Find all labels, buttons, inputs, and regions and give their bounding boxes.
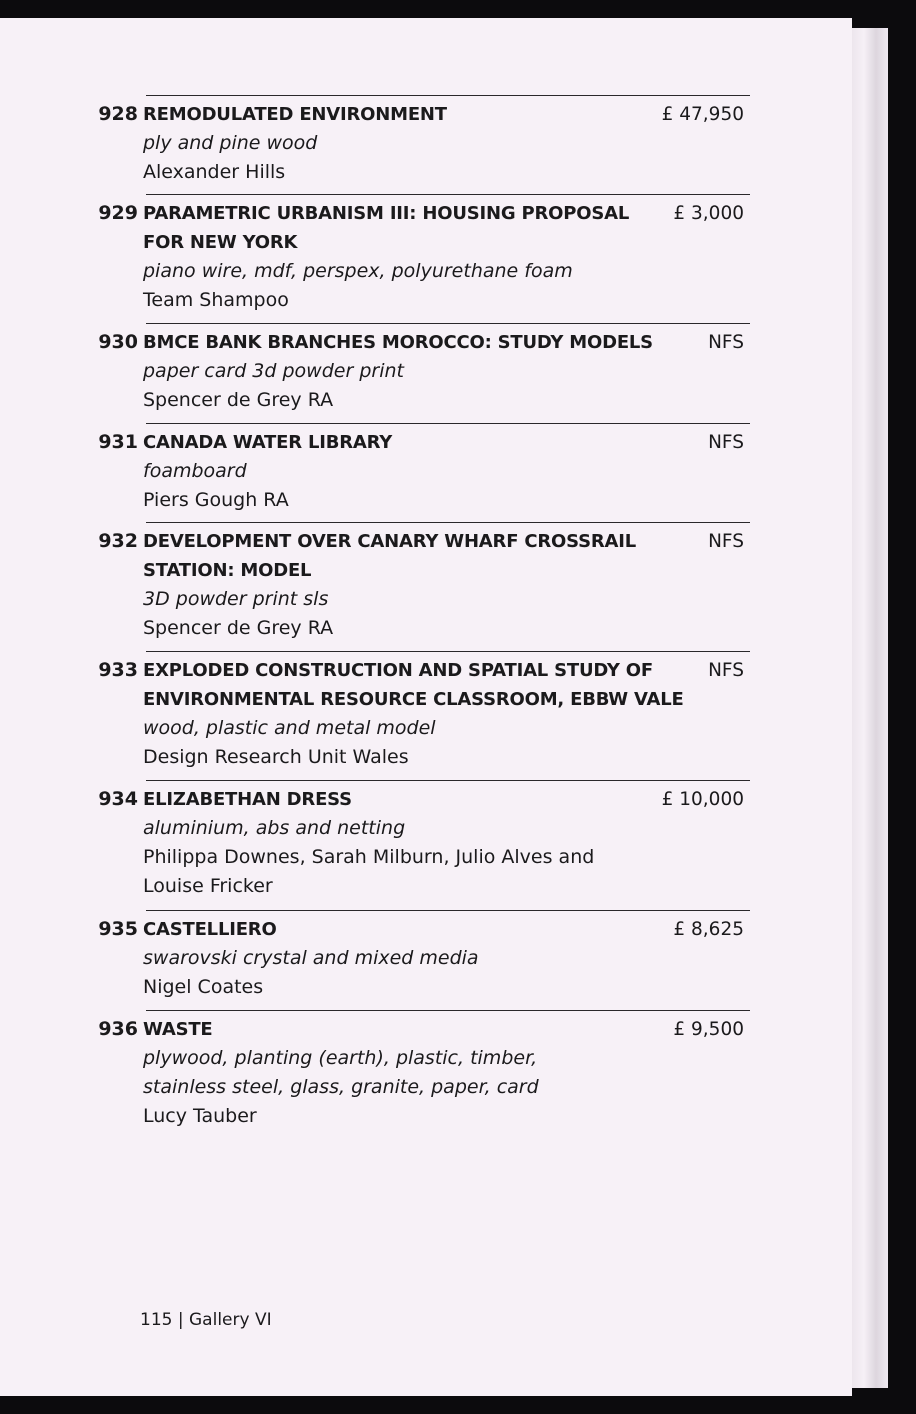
entry-artist-line: Lucy Tauber (143, 1105, 257, 1127)
entry-number: 936 (98, 1018, 138, 1040)
entry-divider (146, 423, 750, 424)
entry-medium-line: foamboard (143, 460, 247, 482)
entry-divider (146, 651, 750, 652)
entry-divider (146, 522, 750, 523)
entry-divider (146, 323, 750, 324)
entry-divider (146, 95, 750, 96)
page-footer (140, 1308, 272, 1332)
entry-price: NFS (708, 660, 744, 681)
entry-title-line: STATION: MODEL (143, 560, 312, 581)
entry-medium-line: wood, plastic and metal model (143, 717, 436, 739)
catalogue-page (0, 18, 852, 1396)
entry-title-line: DEVELOPMENT OVER CANARY WHARF CROSSRAIL (143, 531, 637, 552)
page-number: 115 (140, 1310, 173, 1330)
entry-details (143, 527, 648, 643)
entry-medium-line: ply and pine wood (143, 132, 318, 154)
entry-title-line: PARAMETRIC URBANISM III: HOUSING PROPOSAL (143, 203, 630, 224)
entry-medium-line: aluminium, abs and netting (143, 817, 406, 839)
entry-number: 933 (98, 659, 138, 681)
entry-artist-line: Spencer de Grey RA (143, 617, 334, 639)
entry-medium-line: plywood, planting (earth), plastic, timber, (143, 1047, 538, 1069)
entry-title-line: CASTELLIERO (143, 919, 277, 940)
entry-artist-line: Nigel Coates (143, 976, 264, 998)
entry-artist-line: Philippa Downes, Sarah Milburn, Julio Alves and (143, 846, 595, 868)
entry-details (143, 1015, 648, 1131)
entry-title-line: ELIZABETHAN DRESS (143, 789, 352, 810)
entry-price: £ 3,000 (673, 203, 744, 224)
footer-separator: | (177, 1310, 184, 1330)
entry-title-line: WASTE (143, 1019, 213, 1040)
entry-artist-line: Alexander Hills (143, 161, 286, 183)
entry-details (143, 915, 648, 1002)
entry-divider (146, 194, 750, 195)
entry-artist-line: Team Shampoo (143, 289, 289, 311)
entry-title-line: EXPLODED CONSTRUCTION AND SPATIAL STUDY OF (143, 660, 653, 681)
entry-number: 930 (98, 331, 138, 353)
entry-medium-line: paper card 3d powder print (143, 360, 404, 382)
entry-price: £ 8,625 (673, 919, 744, 940)
entry-details (143, 199, 648, 315)
entry-medium-line: swarovski crystal and mixed media (143, 947, 479, 969)
entry-price: NFS (708, 432, 744, 453)
gallery-section: Gallery VI (189, 1310, 272, 1330)
entry-price: NFS (708, 531, 744, 552)
entry-price: £ 9,500 (673, 1019, 744, 1040)
entry-number: 932 (98, 530, 138, 552)
entry-divider (146, 910, 750, 911)
entry-divider (146, 780, 750, 781)
entry-number: 934 (98, 788, 138, 810)
entry-number: 935 (98, 918, 138, 940)
entry-title-line: CANADA WATER LIBRARY (143, 432, 393, 453)
entry-price: £ 10,000 (661, 789, 744, 810)
entry-title-line: BMCE BANK BRANCHES MOROCCO: STUDY MODELS (143, 332, 653, 353)
entry-details (143, 100, 648, 187)
entry-number: 928 (98, 103, 138, 125)
entry-details (143, 785, 648, 901)
entry-price: £ 47,950 (661, 104, 744, 125)
entry-details (143, 328, 653, 415)
entry-details (143, 428, 648, 515)
entry-title-line: ENVIRONMENTAL RESOURCE CLASSROOM, EBBW VALE (143, 689, 684, 710)
entry-number: 931 (98, 431, 138, 453)
entry-artist-line: Spencer de Grey RA (143, 389, 334, 411)
page-stack-edge (848, 28, 888, 1388)
entry-title-line: REMODULATED ENVIRONMENT (143, 104, 447, 125)
entry-details (143, 656, 684, 772)
entry-number: 929 (98, 202, 138, 224)
entry-medium-line: 3D powder print sls (143, 588, 329, 610)
entry-title-line: FOR NEW YORK (143, 232, 298, 253)
entry-medium-line: piano wire, mdf, perspex, polyurethane foam (143, 260, 573, 282)
entry-divider (146, 1010, 750, 1011)
entry-medium-line: stainless steel, glass, granite, paper, card (143, 1076, 539, 1098)
entry-artist-line: Piers Gough RA (143, 489, 289, 511)
entry-artist-line: Design Research Unit Wales (143, 746, 409, 768)
entry-price: NFS (708, 332, 744, 353)
entry-artist-line: Louise Fricker (143, 875, 273, 897)
